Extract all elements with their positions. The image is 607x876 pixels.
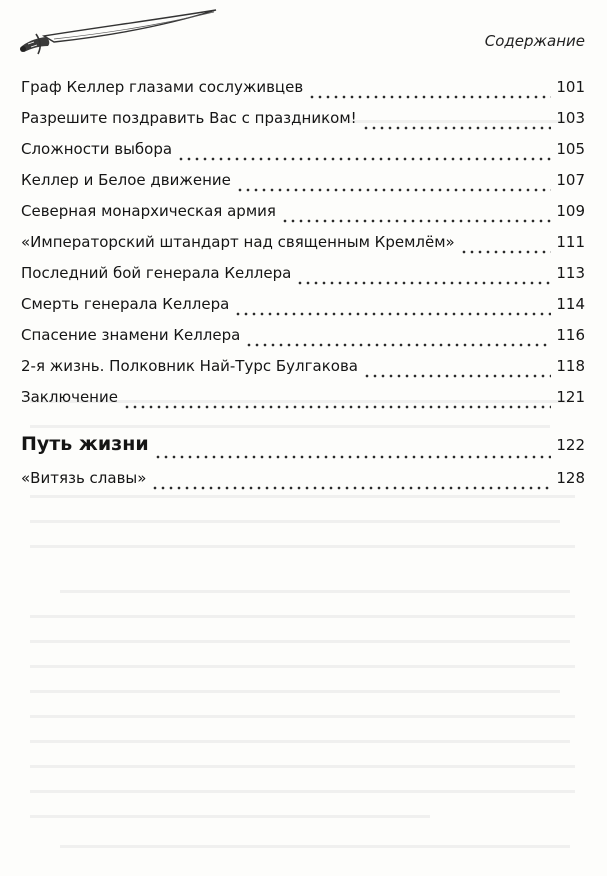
dot-leader [234, 312, 551, 316]
dot-leader [308, 95, 551, 99]
toc-entry[interactable] [21, 388, 585, 419]
toc-entry-title: «Витязь славы» [21, 469, 147, 487]
dot-leader [154, 455, 552, 459]
toc-entry[interactable] [21, 264, 585, 295]
toc-page-number: 107 [556, 171, 585, 189]
toc-entry[interactable] [21, 295, 585, 326]
toc-entry-title: Келлер и Белое движение [21, 171, 231, 189]
dot-leader [151, 486, 551, 490]
toc-entry[interactable] [21, 469, 585, 500]
toc-page-number: 105 [556, 140, 585, 158]
dot-leader [236, 188, 552, 192]
toc-entry-title: Сложности выбора [21, 140, 173, 158]
toc-page-number: 121 [556, 388, 585, 406]
toc-page-number: 109 [556, 202, 585, 220]
dot-leader [296, 281, 551, 285]
dot-leader [363, 374, 551, 378]
toc-entry-title: 2-я жизнь. Полковник Най-Турс Булгакова [21, 357, 358, 375]
toc-page-number: 111 [556, 233, 585, 251]
sabre-icon [14, 6, 224, 58]
toc-entry[interactable] [21, 357, 585, 388]
toc-page-number: 118 [556, 357, 585, 375]
toc-entry-title: Заключение [21, 388, 118, 406]
dot-leader [460, 250, 552, 254]
toc-page-number: 116 [556, 326, 585, 344]
toc-entry-title: Северная монархическая армия [21, 202, 276, 220]
toc-entry-title: Разрешите поздравить Вас с праздником! [21, 109, 357, 127]
toc-entry[interactable] [21, 233, 585, 264]
toc-page-number: 113 [556, 264, 585, 282]
toc-entry-title: Последний бой генерала Келлера [21, 264, 292, 282]
toc-page-number: 103 [556, 109, 585, 127]
toc-entry-title: «Императорский штандарт над священным Кремлём» [21, 233, 455, 251]
toc-page-number: 122 [556, 436, 585, 454]
toc-entry-title: Спасение знамени Келлера [21, 326, 241, 344]
toc-page-number: 101 [556, 78, 585, 96]
toc-page-number: 114 [556, 295, 585, 313]
dot-leader [281, 219, 551, 223]
toc-entry[interactable] [21, 140, 585, 171]
table-of-contents [21, 78, 585, 500]
dot-leader [177, 157, 551, 161]
running-head: Содержание [484, 32, 585, 50]
toc-section-heading[interactable] [21, 435, 585, 469]
toc-entry[interactable] [21, 171, 585, 202]
dot-leader [362, 126, 552, 130]
dot-leader [123, 405, 551, 409]
toc-entry[interactable] [21, 78, 585, 109]
toc-section-title: Путь жизни [21, 433, 149, 455]
toc-entry[interactable] [21, 202, 585, 233]
toc-entry[interactable] [21, 326, 585, 357]
toc-entry-title: Граф Келлер глазами сослуживцев [21, 78, 304, 96]
toc-entry-title: Смерть генерала Келлера [21, 295, 230, 313]
toc-entry[interactable] [21, 109, 585, 140]
toc-page-number: 128 [556, 469, 585, 487]
dot-leader [245, 343, 551, 347]
